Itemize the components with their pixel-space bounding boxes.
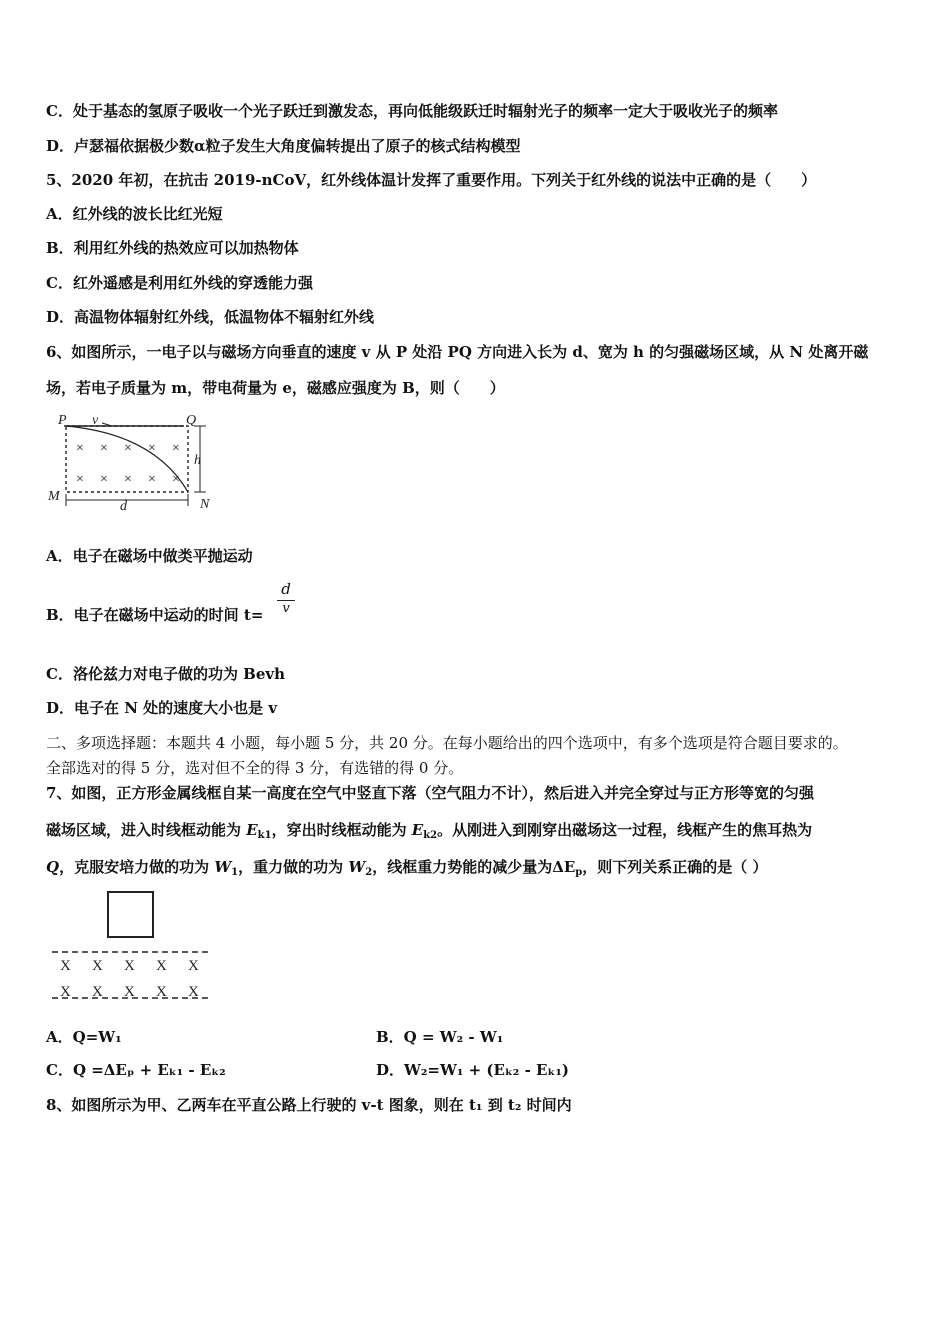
q6-fraction [277,580,295,621]
field-cross: × [100,441,108,456]
field-cross: × [148,472,156,487]
field-x: X [60,984,71,1000]
label-d: d [120,499,127,512]
field-x: X [124,984,135,1000]
q7-option-a: A．Q=W₁ [46,1028,122,1046]
field-x: X [156,958,167,974]
q6-stem-line1: 6、如图所示，一电子以与磁场方向垂直的速度 v 从 P 处沿 PQ 方向进入长为 d、宽为 h 的匀强磁场区域，从 N 处离开磁 [46,343,869,361]
label-v: v [92,413,99,428]
field-x: X [92,958,103,974]
field-cross: × [76,472,84,487]
q7-square-frame-figure [46,888,216,1006]
field-x: X [60,958,71,974]
field-cross: × [100,472,108,487]
field-cross: × [172,441,180,456]
q6-option-c: C．洛伦兹力对电子做的功为 Bevh [46,665,286,683]
field-x: X [156,984,167,1000]
q7-option-b: B．Q = W₂ - W₁ [376,1028,504,1046]
q5-option-c: C．红外遥感是利用红外线的穿透能力强 [46,274,313,292]
q7-option-c: C．Q =ΔEₚ + Eₖ₁ - Eₖ₂ [46,1061,226,1079]
field-x: X [188,984,199,1000]
field-cross: × [148,441,156,456]
label-Q: Q [186,413,197,428]
fraction-numerator: d [281,580,291,598]
label-h: h [194,453,201,468]
field-x: X [92,984,103,1000]
q7-stem-line2: 磁场区域，进入时线框动能为 $E_{k1}$，穿出时线框动能为 $E_{k2}$。从刚进入到刚穿出磁场这一过程，线框产生的焦耳热为 [46,821,813,841]
q7-stem-line3: Q，克服安培力做的功为 $W_1$，重力做的功为 $W_2$，线框重力势能的减少量为$\Delta E_p$，则下列关系正确的是（ ） [46,858,768,878]
field-cross: × [124,441,132,456]
section2-heading-line2: 全部选对的得 5 分，选对但不全的得 3 分，有选错的得 0 分。 [46,759,464,777]
q4-option-c: C．处于基态的氢原子吸收一个光子跃迁到激发态，再向低能级跃迁时辐射光子的频率一定大于吸收光子的频率 [46,102,778,120]
q5-option-a: A．红外线的波长比红光短 [46,205,223,223]
q5-stem: 5、2020 年初，在抗击 2019-nCoV，红外线体温计发挥了重要作用。下列关于红外线的说法中正确的是（ ） [46,171,817,189]
label-P: P [58,413,67,428]
label-N: N [200,497,210,512]
field-cross: × [172,472,180,487]
q4-option-d: D．卢瑟福依据极少数α粒子发生大角度偏转提出了原子的核式结构模型 [46,137,521,155]
q6-option-b [46,605,263,625]
field-cross: × [76,441,84,456]
field-cross: × [124,472,132,487]
field-x: X [124,958,135,974]
q6-magnetic-field-figure [44,408,224,512]
label-M: M [48,489,60,504]
q6-option-b-text: B．电子在磁场中运动的时间 t= [46,606,264,624]
q6-option-a: A．电子在磁场中做类平抛运动 [46,547,253,565]
q5-option-b: B．利用红外线的热效应可以加热物体 [46,239,299,257]
q5-option-d: D．高温物体辐射红外线，低温物体不辐射红外线 [46,308,375,326]
q7-stem-line1: 7、如图，正方形金属线框自某一高度在空气中竖直下落（空气阻力不计），然后进入并完全穿过与正方形等宽的匀强 [46,784,814,802]
q8-stem: 8、如图所示为甲、乙两车在平直公路上行驶的 v-t 图象，则在 t₁ 到 t₂ 时间内 [46,1096,572,1114]
q6-option-d: D．电子在 N 处的速度大小也是 v [46,699,278,717]
field-x: X [188,958,199,974]
fraction-denominator: v [282,601,290,616]
q7-option-d: D．W₂=W₁ + (Eₖ₂ - Eₖ₁) [376,1061,569,1079]
section2-heading-line1: 二、多项选择题：本题共 4 小题，每小题 5 分，共 20 分。在每小题给出的四个选项中，有多个选项是符合题目要求的。 [46,734,848,752]
q6-stem-line2: 场，若电子质量为 m，带电荷量为 e，磁感应强度为 B，则（ ） [46,379,505,397]
